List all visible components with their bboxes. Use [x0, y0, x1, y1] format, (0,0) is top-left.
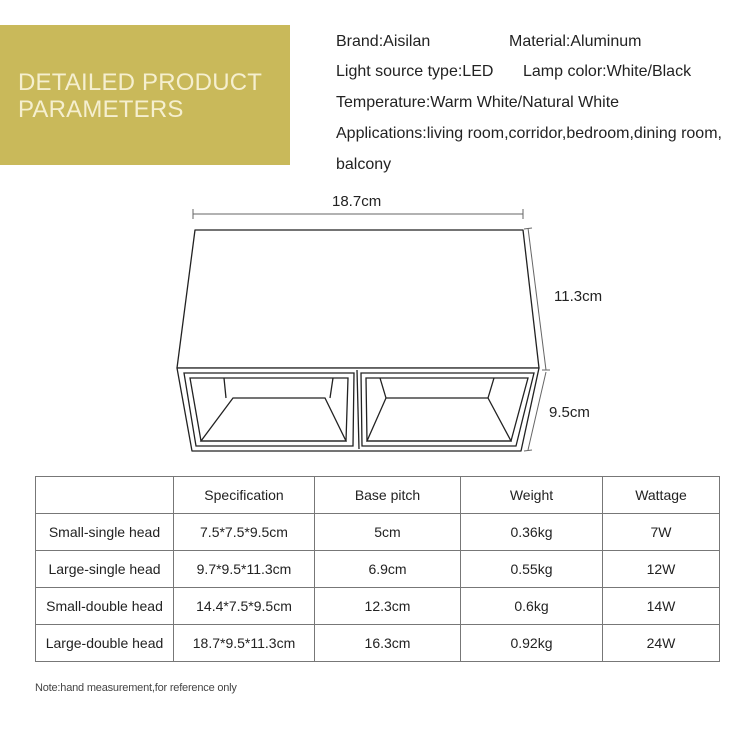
table-header-row [36, 477, 720, 514]
table-cell: Small-single head [36, 514, 174, 551]
note-text: Note:hand measurement,for reference only [35, 682, 237, 694]
table-cell: Large-single head [36, 551, 174, 588]
table-cell: 24W [603, 625, 720, 662]
table-cell: 6.9cm [315, 551, 461, 588]
param-temperature: Temperature:Warm White/Natural White [336, 94, 620, 111]
table-row [36, 514, 720, 551]
table-cell: 5cm [315, 514, 461, 551]
banner-title: DETAILED PRODUCT PARAMETERS [18, 69, 262, 123]
param-material: Material:Aluminum [509, 33, 642, 50]
table-row [36, 551, 720, 588]
spec-table [35, 476, 720, 662]
table-header-cell: Wattage [603, 477, 720, 514]
table-cell: Large-double head [36, 625, 174, 662]
table-header-cell: Weight [461, 477, 603, 514]
param-light-source: Light source type:LED [336, 63, 494, 80]
table-cell: 7.5*7.5*9.5cm [174, 514, 315, 551]
lamp-body [177, 230, 539, 451]
param-applications: Applications:living room,corridor,bedroom,dining room, [336, 125, 722, 142]
table-header-cell: Specification [174, 477, 315, 514]
table-cell: 7W [603, 514, 720, 551]
table-cell: 0.92kg [461, 625, 603, 662]
param-brand: Brand:Aisilan [336, 33, 431, 50]
table-cell: 12.3cm [315, 588, 461, 625]
param-applications-cont: balcony [336, 156, 392, 173]
table-cell: 9.7*9.5*11.3cm [174, 551, 315, 588]
height-bottom-label: 9.5cm [549, 404, 590, 421]
table-cell: 16.3cm [315, 625, 461, 662]
table-cell: 14W [603, 588, 720, 625]
param-lamp-color: Lamp color:White/Black [523, 63, 692, 80]
width-label: 18.7cm [332, 193, 382, 210]
table-cell: Small-double head [36, 588, 174, 625]
table-cell: 18.7*9.5*11.3cm [174, 625, 315, 662]
width-dimension-line [193, 209, 523, 219]
table-cell: 0.36kg [461, 514, 603, 551]
table-header-cell [36, 477, 174, 514]
table-cell: 14.4*7.5*9.5cm [174, 588, 315, 625]
table-row [36, 625, 720, 662]
table-cell: 0.55kg [461, 551, 603, 588]
table-row [36, 588, 720, 625]
height-top-label: 11.3cm [554, 288, 603, 305]
table-cell: 0.6kg [461, 588, 603, 625]
table-cell: 12W [603, 551, 720, 588]
table-header-cell: Base pitch [315, 477, 461, 514]
